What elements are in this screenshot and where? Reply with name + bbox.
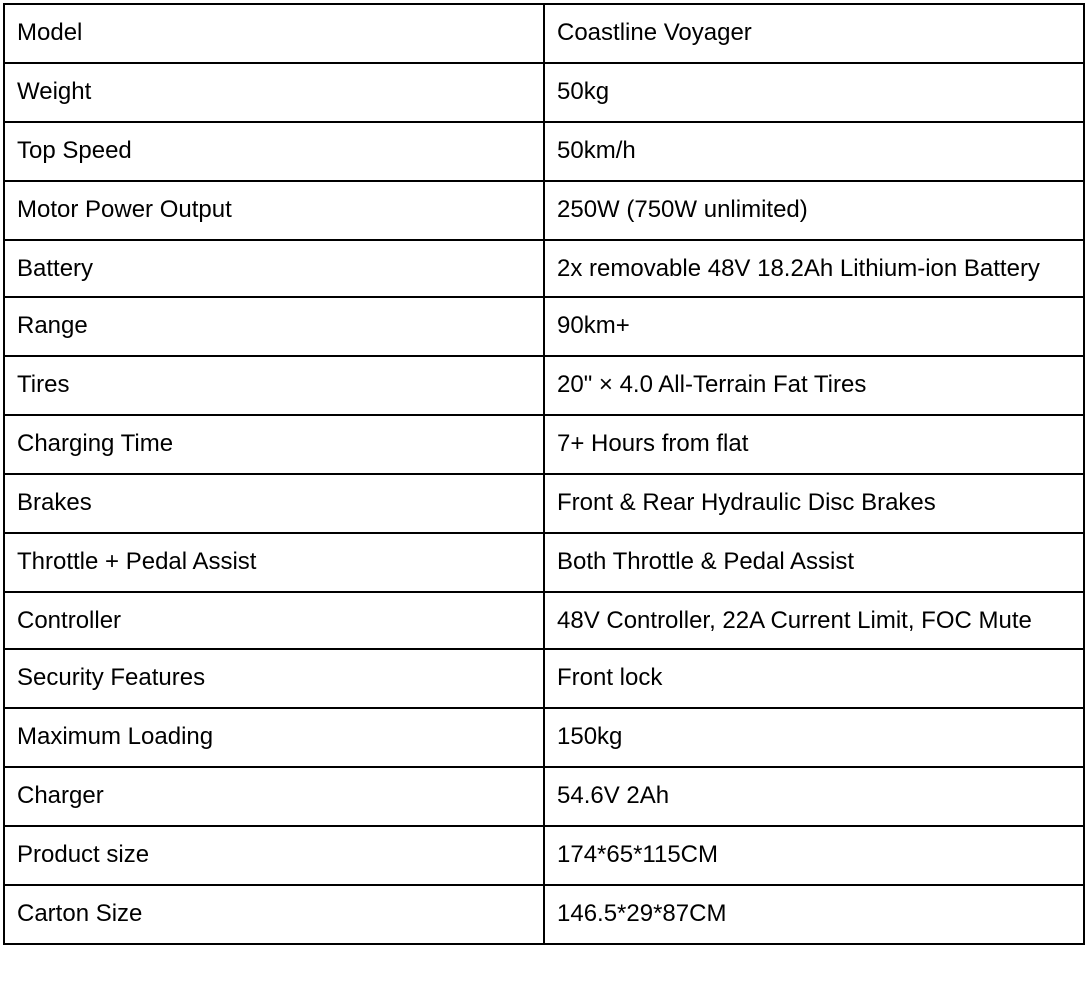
table-row bbox=[4, 415, 1084, 474]
spec-value: 174*65*115CM bbox=[544, 826, 1084, 885]
spec-value: Front lock bbox=[544, 649, 1084, 708]
spec-value: 54.6V 2Ah bbox=[544, 767, 1084, 826]
table-row bbox=[4, 592, 1084, 649]
spec-label: Top Speed bbox=[4, 122, 544, 181]
spec-label: Brakes bbox=[4, 474, 544, 533]
spec-value: 146.5*29*87CM bbox=[544, 885, 1084, 944]
spec-value: 48V Controller, 22A Current Limit, FOC Mute bbox=[544, 592, 1084, 649]
table-row bbox=[4, 356, 1084, 415]
table-row bbox=[4, 181, 1084, 240]
spec-value: Both Throttle & Pedal Assist bbox=[544, 533, 1084, 592]
table-row bbox=[4, 826, 1084, 885]
spec-label: Product size bbox=[4, 826, 544, 885]
spec-label: Carton Size bbox=[4, 885, 544, 944]
spec-value: 20" × 4.0 All-Terrain Fat Tires bbox=[544, 356, 1084, 415]
table-row bbox=[4, 885, 1084, 944]
table-row bbox=[4, 533, 1084, 592]
spec-table-body bbox=[4, 4, 1084, 944]
table-row bbox=[4, 708, 1084, 767]
table-row bbox=[4, 649, 1084, 708]
table-row bbox=[4, 63, 1084, 122]
spec-value: 2x removable 48V 18.2Ah Lithium-ion Battery bbox=[544, 240, 1084, 297]
spec-value: 90km+ bbox=[544, 297, 1084, 356]
spec-label: Range bbox=[4, 297, 544, 356]
spec-value: 50km/h bbox=[544, 122, 1084, 181]
spec-table bbox=[3, 3, 1085, 945]
spec-value: 250W (750W unlimited) bbox=[544, 181, 1084, 240]
spec-label: Model bbox=[4, 4, 544, 63]
spec-label: Maximum Loading bbox=[4, 708, 544, 767]
spec-label: Battery bbox=[4, 240, 544, 297]
table-row bbox=[4, 4, 1084, 63]
spec-label: Charging Time bbox=[4, 415, 544, 474]
table-row bbox=[4, 240, 1084, 297]
table-row bbox=[4, 297, 1084, 356]
spec-value: 7+ Hours from flat bbox=[544, 415, 1084, 474]
spec-label: Weight bbox=[4, 63, 544, 122]
table-row bbox=[4, 474, 1084, 533]
spec-value: 50kg bbox=[544, 63, 1084, 122]
spec-label: Motor Power Output bbox=[4, 181, 544, 240]
table-row bbox=[4, 767, 1084, 826]
spec-value: 150kg bbox=[544, 708, 1084, 767]
spec-label: Security Features bbox=[4, 649, 544, 708]
spec-label: Controller bbox=[4, 592, 544, 649]
spec-label: Throttle + Pedal Assist bbox=[4, 533, 544, 592]
spec-value: Coastline Voyager bbox=[544, 4, 1084, 63]
spec-value: Front & Rear Hydraulic Disc Brakes bbox=[544, 474, 1084, 533]
table-row bbox=[4, 122, 1084, 181]
spec-label: Charger bbox=[4, 767, 544, 826]
spec-label: Tires bbox=[4, 356, 544, 415]
